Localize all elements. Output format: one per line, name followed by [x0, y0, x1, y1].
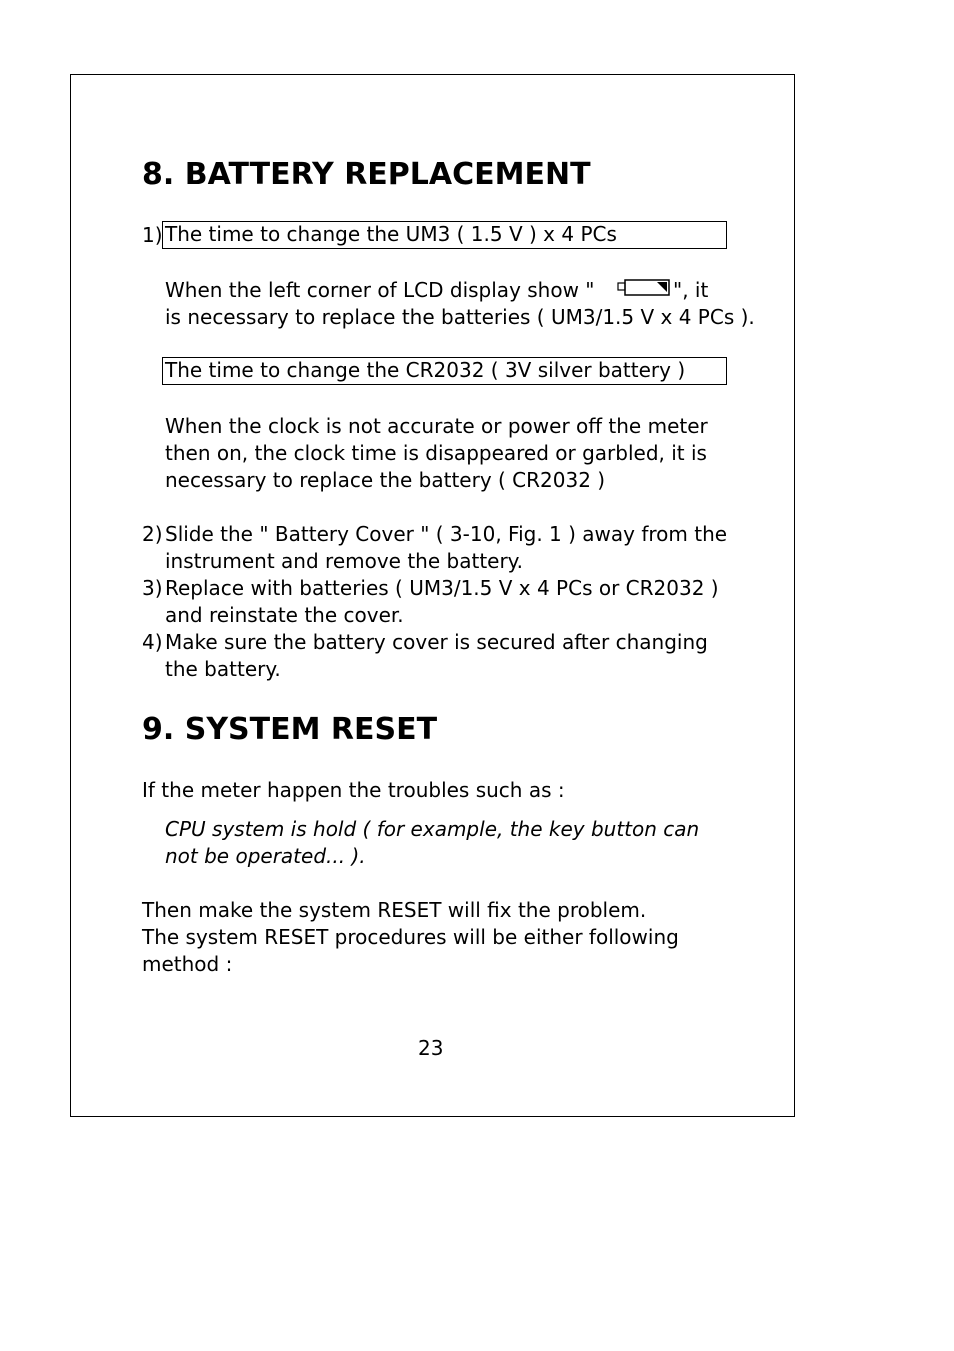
- item-3-line1: Replace with batteries ( UM3/1.5 V x 4 PCs or CR2032 ): [165, 576, 719, 600]
- lcd-note-line1-pre: When the left corner of LCD display show ": [165, 278, 595, 302]
- item-3-line2: and reinstate the cover.: [165, 603, 404, 627]
- item-2-number: 2): [142, 522, 163, 546]
- page-number: 23: [418, 1036, 444, 1060]
- lcd-note-line2: is necessary to replace the batteries ( UM3/1.5 V x 4 PCs ).: [165, 305, 755, 329]
- reset-para-line1: Then make the system RESET will fix the problem.: [142, 898, 647, 922]
- item-4-line2: the battery.: [165, 657, 281, 681]
- clock-note-line1: When the clock is not accurate or power off the meter: [165, 414, 708, 438]
- lcd-note-line1-post: ", it: [673, 278, 709, 302]
- cr2032-change-box: The time to change the CR2032 ( 3V silver battery ): [162, 357, 727, 385]
- item-1-number: 1): [142, 223, 163, 247]
- item-2-line2: instrument and remove the battery.: [165, 549, 524, 573]
- cpu-hold-line1: CPU system is hold ( for example, the key button can: [165, 817, 700, 841]
- clock-note-line2: then on, the clock time is disappeared or garbled, it is: [165, 441, 707, 465]
- reset-intro: If the meter happen the troubles such as :: [142, 778, 565, 802]
- item-3-number: 3): [142, 576, 163, 600]
- item-4-line1: Make sure the battery cover is secured after changing: [165, 630, 708, 654]
- item-4-number: 4): [142, 630, 163, 654]
- section-8-title: 8. BATTERY REPLACEMENT: [142, 157, 591, 192]
- cpu-hold-line2: not be operated... ).: [165, 844, 366, 868]
- section-9-title: 9. SYSTEM RESET: [142, 712, 438, 747]
- reset-para-line3: method :: [142, 952, 233, 976]
- reset-para-line2: The system RESET procedures will be either following: [142, 925, 679, 949]
- clock-note-line3: necessary to replace the battery ( CR2032 ): [165, 468, 606, 492]
- um3-change-box: The time to change the UM3 ( 1.5 V ) x 4 PCs: [162, 221, 727, 249]
- low-battery-icon: [617, 278, 671, 298]
- item-2-line1: Slide the " Battery Cover " ( 3-10, Fig. 1 ) away from the: [165, 522, 728, 546]
